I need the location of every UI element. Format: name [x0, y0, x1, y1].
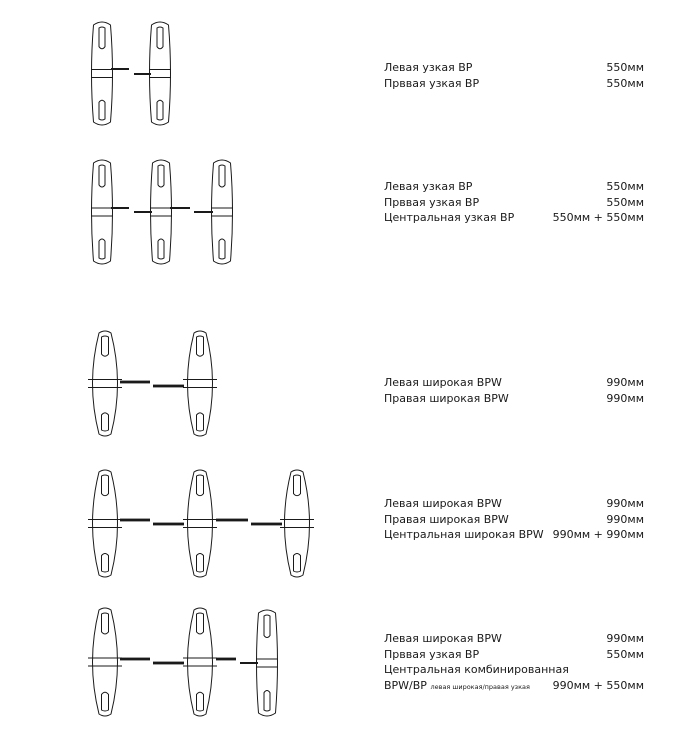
- connector-bar: [194, 211, 213, 213]
- pod-top-slot: [197, 613, 204, 634]
- pod-top-slot: [102, 475, 109, 496]
- spec-row: Левая узкая BP 550мм: [384, 61, 644, 74]
- pod-top-slot: [219, 165, 225, 187]
- connector-bar: [240, 662, 258, 664]
- spec-row: Прввая узкая BP 550мм: [384, 195, 644, 209]
- pod-top-slot: [157, 27, 163, 49]
- pod-top-slot: [264, 615, 270, 638]
- connector-bar: [120, 658, 150, 661]
- pod-bottom-slot: [264, 691, 270, 711]
- spec-row: Левая узкая BP 550мм: [384, 180, 644, 193]
- connector-bar: [153, 523, 184, 526]
- connector-bar: [134, 73, 151, 75]
- pod-bottom-slot: [197, 413, 204, 431]
- pod-top-slot: [102, 613, 109, 634]
- pod-bottom-slot: [99, 100, 105, 120]
- pod-bottom-slot: [197, 692, 204, 711]
- pod-bottom-slot: [197, 553, 204, 572]
- pod-bottom-slot: [102, 553, 109, 572]
- pod-bottom-slot: [157, 100, 163, 120]
- spec-block-wide-pair: [384, 375, 644, 406]
- connector-bar: [216, 658, 236, 661]
- connector-bar: [251, 523, 282, 526]
- pod-top-slot: [197, 475, 204, 496]
- spec-row: Центральная узкая BP 550мм + 550мм: [384, 211, 644, 224]
- connector-bar: [111, 68, 129, 70]
- pod-bottom-slot: [219, 239, 225, 259]
- pod-top-slot: [197, 336, 204, 356]
- spec-block-wide-triple: [384, 496, 644, 543]
- spec-row: Прввая узкая BP 550мм: [384, 647, 644, 661]
- pod-top-slot: [294, 475, 301, 496]
- spec-block-narrow-triple: [384, 179, 644, 226]
- spec-row: Центральная широкая BPW 990мм + 990мм: [384, 528, 644, 541]
- pod-bottom-slot: [158, 239, 164, 259]
- spec-row: Прввая узкая BP 550мм: [384, 76, 644, 90]
- connector-bar: [120, 381, 150, 384]
- spec-row: Левая широкая BPW 990мм: [384, 632, 644, 645]
- connector-bar: [153, 662, 184, 665]
- pod-bottom-slot: [102, 692, 109, 711]
- connector-bar: [120, 519, 150, 522]
- spec-row: BPW/BP левая широкая/правая узкая 990мм + 550мм: [384, 678, 644, 692]
- spec-block-combined: [384, 631, 644, 695]
- spec-row: Центральная комбинированная: [384, 663, 569, 676]
- connector-bar: [111, 207, 129, 209]
- pod-bottom-slot: [294, 553, 301, 572]
- connector-bar: [134, 211, 152, 213]
- spec-block-narrow-pair: [384, 60, 644, 91]
- spec-row: Правая широкая BPW 990мм: [384, 512, 644, 526]
- connector-bar: [170, 207, 190, 209]
- pod-top-slot: [99, 165, 105, 187]
- spec-row: Левая широкая BPW 990мм: [384, 497, 644, 510]
- pod-top-slot: [102, 336, 109, 356]
- pod-bottom-slot: [102, 413, 109, 431]
- pod-bottom-slot: [99, 239, 105, 259]
- pod-top-slot: [158, 165, 164, 187]
- connector-bar: [153, 385, 184, 388]
- spec-row: Правая широкая BPW 990мм: [384, 391, 644, 405]
- pod-top-slot: [99, 27, 105, 49]
- spec-row: Левая широкая BPW 990мм: [384, 376, 644, 389]
- connector-bar: [216, 519, 248, 522]
